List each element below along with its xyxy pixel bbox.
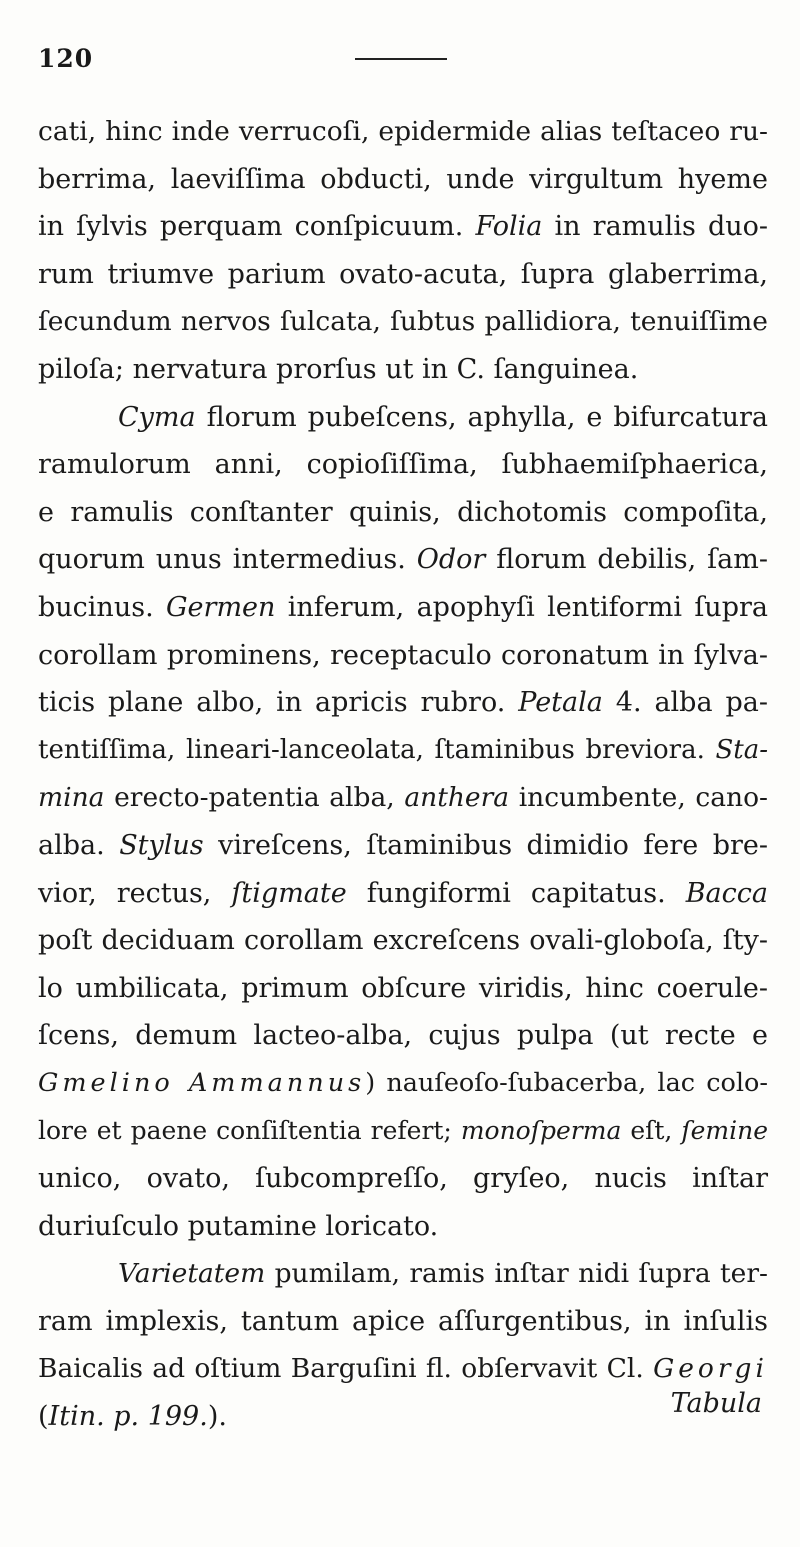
italic-term: anthera: [404, 782, 510, 814]
text-line: berrima, laeviſſima obducti, unde virgultum hyeme: [38, 163, 768, 195]
text-line: (Itin. p. 199.).: [38, 1401, 227, 1433]
text-line: duriuſculo putamine loricato.: [38, 1210, 439, 1242]
author-name: Georgi: [653, 1353, 768, 1385]
italic-term: Odor: [416, 544, 486, 576]
text-line: alba. Stylus vireſcens, ſtaminibus dimidio fere bre-: [38, 829, 768, 861]
citation: Itin. p. 199.: [48, 1401, 208, 1433]
text-line: quorum unus intermedius. Odor florum debilis, ſam-: [38, 544, 768, 576]
header-rule: [355, 58, 447, 60]
text-line: corollam prominens, receptaculo coronatum in ſylva-: [38, 639, 768, 671]
italic-term: Stylus: [119, 829, 204, 861]
text-line: poſt deciduam corollam excreſcens ovali-globoſa, ſty-: [38, 925, 768, 957]
text-line: rum triumve parium ovato-acuta, ſupra glaberrima,: [38, 258, 768, 290]
author-name: Gmelino Ammannus: [38, 1067, 366, 1098]
catchword: Tabula: [670, 1388, 762, 1419]
text-line: ram implexis, tantum apice aſſurgentibus, in inſulis: [38, 1305, 768, 1337]
body-text: [38, 108, 768, 1441]
text-line: ticis plane albo, in apricis rubro. Petala 4. alba pa-: [38, 687, 768, 719]
italic-term: ſemine: [681, 1116, 768, 1146]
text-line: lore et paene conſiſtentia refert; monoſperma eſt, ſemine: [38, 1116, 768, 1146]
text-line: e ramulis conſtanter quinis, dichotomis compoſita,: [38, 496, 768, 528]
text-line: ſecundum nervos ſulcata, ſubtus pallidiora, tenuiſſime: [38, 306, 768, 338]
text-line: cati, hinc inde verrucoſi, epidermide alias teſtaceo ru-: [38, 116, 768, 147]
text-line: tentiſſima, lineari-lanceolata, ſtaminibus breviora. Sta-: [38, 734, 768, 765]
page-number: 120: [38, 44, 94, 73]
text-line: in ſylvis perquam conſpicuum. Folia in ramulis duo-: [38, 211, 768, 243]
text-line: lo umbilicata, primum obſcure viridis, hinc coerule-: [38, 972, 768, 1004]
text-line: bucinus. Germen inferum, apophyſi lentiformi ſupra: [38, 591, 768, 623]
text-line: vior, rectus, ſtigmate fungiformi capitatus. Bacca: [38, 877, 768, 909]
italic-term: Germen: [165, 591, 276, 623]
text-line: unico, ovato, ſubcompreſſo, gryſeo, nucis inſtar: [38, 1163, 768, 1195]
text-line: piloſa; nervatura prorſus ut in C. ſanguinea.: [38, 353, 639, 385]
italic-term: Bacca: [685, 877, 768, 909]
italic-term: mina: [38, 782, 105, 814]
italic-term: Petala: [518, 687, 603, 719]
italic-term: monoſperma: [460, 1116, 622, 1146]
text-line: ramulorum anni, copioſiſſima, ſubhaemiſphaerica,: [38, 449, 768, 481]
italic-term: Folia: [475, 211, 543, 243]
italic-term: ſtigmate: [231, 877, 347, 909]
text-line: mina erecto-patentia alba, anthera incumbente, cano-: [38, 782, 768, 814]
text-line: Baicalis ad oſtium Barguſini fl. obſervavit Cl. Georgi: [38, 1353, 768, 1385]
text-line: Varietatem pumilam, ramis inſtar nidi ſupra ter-: [118, 1258, 768, 1290]
text-line: Gmelino Ammannus) nauſeoſo-ſubacerba, lac colo-: [38, 1067, 768, 1098]
italic-term: Cyma: [118, 401, 196, 433]
text-line: ſcens, demum lacteo-alba, cujus pulpa (ut recte e: [38, 1020, 768, 1052]
italic-term: Varietatem: [118, 1258, 266, 1290]
text-line: Cyma florum pubeſcens, aphylla, e bifurcatura: [118, 401, 768, 433]
italic-term: Sta-: [715, 734, 768, 765]
